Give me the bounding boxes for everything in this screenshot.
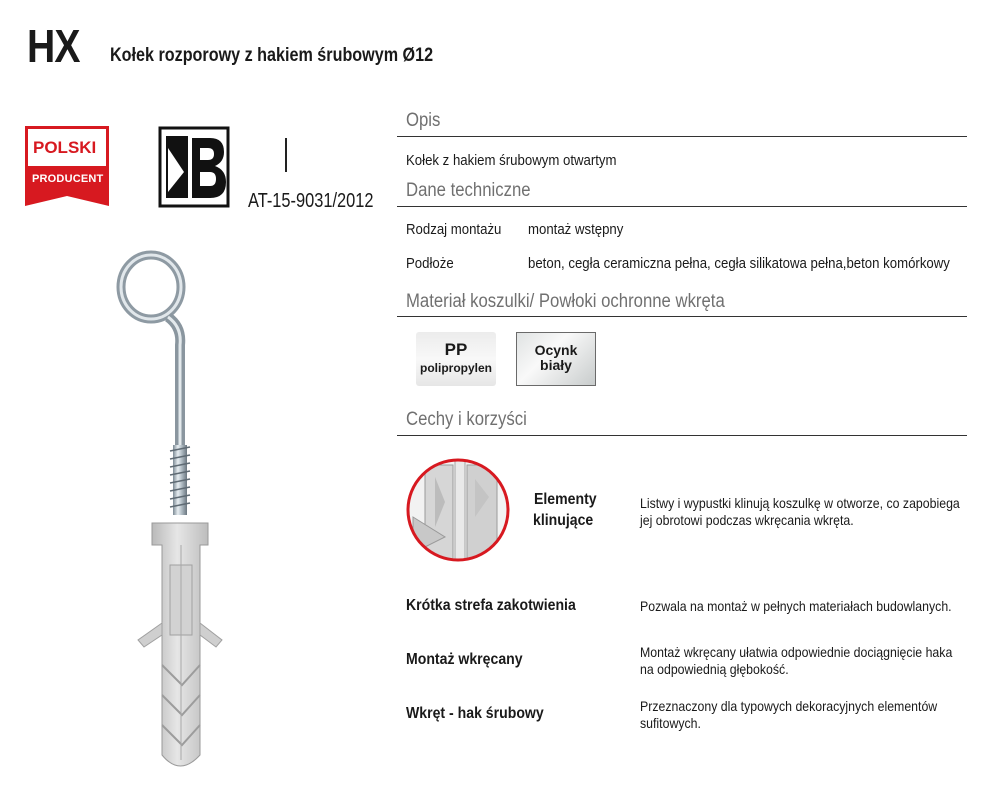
section-title-cechy: Cechy i korzyści [406,409,527,430]
material-sub: polipropylen [420,361,492,375]
material-zinc-tile [516,332,596,386]
spec-value: beton, cegła ceramiczna pełna, cegła silikatowa pełna,beton komórkowy [528,255,950,272]
section-rule [397,206,967,207]
polski-producent-badge [25,126,109,206]
feature-desc: na odpowiednią głębokość. [640,661,789,677]
section-title-material: Materiał koszulki/ Powłoki ochronne wkręta [406,291,725,312]
description-text: Kołek z hakiem śrubowym otwartym [406,152,617,169]
separator [285,138,287,172]
spec-label: Podłoże [406,255,454,272]
wedging-elements-closeup-icon [405,457,511,563]
itb-logo-icon [158,126,230,208]
section-rule [397,136,967,137]
feature-desc: Listwy i wypustki klinują koszulkę w otworze, co zapobiega [640,495,960,511]
feature-desc: Pozwala na montaż w pełnych materiałach budowlanych. [640,598,952,614]
feature-title: Elementy [534,491,597,508]
feature-title: klinujące [533,512,594,529]
feature-title: Krótka strefa zakotwienia [406,597,576,614]
certificate-number: AT-15-9031/2012 [248,190,374,212]
material-name: Ocynk biały [534,342,578,373]
badge-line1: POLSKI [33,138,97,157]
material-name: PP [444,340,468,359]
spec-value: montaż wstępny [528,221,624,238]
product-title: Kołek rozporowy z hakiem śrubowym Ø12 [110,45,434,66]
feature-title: Wkręt - hak śrubowy [406,705,544,722]
feature-desc: jej obrotowi podczas wkręcania wkręta. [640,512,854,528]
badge-line2: PRODUCENT [32,173,104,185]
feature-title: Montaż wkręcany [406,651,523,668]
spec-label: Rodzaj montażu [406,221,502,238]
feature-desc: Przeznaczony dla typowych dekoracyjnych elementów [640,698,938,714]
material-pp-tile [416,332,496,386]
product-image [110,245,230,780]
product-code: HX [27,20,80,72]
section-title-dane: Dane techniczne [406,180,531,201]
section-title-opis: Opis [406,110,441,131]
section-rule [397,435,967,436]
feature-desc: Montaż wkręcany ułatwia odpowiednie dociągnięcie haka [640,644,953,660]
section-rule [397,316,967,317]
feature-desc: sufitowych. [640,715,701,731]
